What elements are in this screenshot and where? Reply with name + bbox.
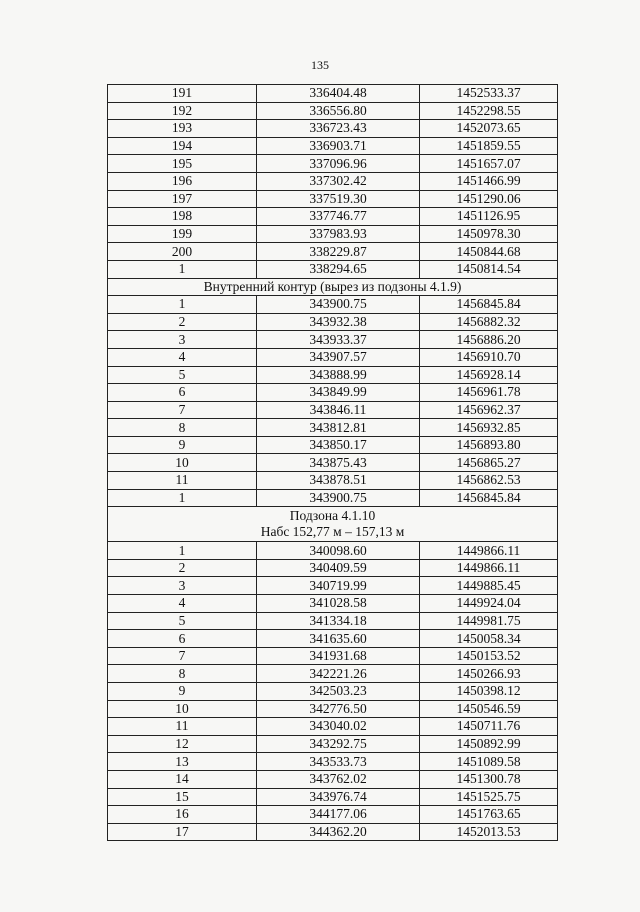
point-number-cell: 7 xyxy=(108,647,257,665)
point-number-cell: 7 xyxy=(108,401,257,419)
y-coordinate-cell: 1452298.55 xyxy=(420,102,558,120)
x-coordinate-cell: 336903.71 xyxy=(257,137,420,155)
point-number-cell: 10 xyxy=(108,454,257,472)
x-coordinate-cell: 343040.02 xyxy=(257,718,420,736)
coordinates-table-body xyxy=(108,85,558,841)
x-coordinate-cell: 337519.30 xyxy=(257,190,420,208)
section-header-line: Подзона 4.1.10 xyxy=(289,508,376,524)
section-header-line: Внутренний контур (вырез из подзоны 4.1.9) xyxy=(203,278,462,294)
y-coordinate-cell: 1452013.53 xyxy=(420,823,558,841)
table-row xyxy=(108,225,558,243)
point-number-cell: 1 xyxy=(108,296,257,314)
table-row xyxy=(108,542,558,560)
y-coordinate-cell: 1450398.12 xyxy=(420,683,558,701)
x-coordinate-cell: 342776.50 xyxy=(257,700,420,718)
coordinates-table xyxy=(107,84,558,841)
table-row xyxy=(108,85,558,103)
table-row xyxy=(108,595,558,613)
x-coordinate-cell: 337302.42 xyxy=(257,172,420,190)
point-number-cell: 1 xyxy=(108,260,257,278)
y-coordinate-cell: 1456882.32 xyxy=(420,313,558,331)
point-number-cell: 3 xyxy=(108,331,257,349)
y-coordinate-cell: 1450892.99 xyxy=(420,735,558,753)
point-number-cell: 15 xyxy=(108,788,257,806)
point-number-cell: 6 xyxy=(108,630,257,648)
point-number-cell: 14 xyxy=(108,770,257,788)
x-coordinate-cell: 342503.23 xyxy=(257,683,420,701)
table-row xyxy=(108,384,558,402)
table-row xyxy=(108,366,558,384)
y-coordinate-cell: 1451126.95 xyxy=(420,208,558,226)
x-coordinate-cell: 336556.80 xyxy=(257,102,420,120)
x-coordinate-cell: 343878.51 xyxy=(257,472,420,490)
point-number-cell: 16 xyxy=(108,806,257,824)
point-number-cell: 8 xyxy=(108,419,257,437)
table-row xyxy=(108,630,558,648)
x-coordinate-cell: 341028.58 xyxy=(257,595,420,613)
y-coordinate-cell: 1451290.06 xyxy=(420,190,558,208)
point-number-cell: 9 xyxy=(108,436,257,454)
x-coordinate-cell: 343846.11 xyxy=(257,401,420,419)
y-coordinate-cell: 1451657.07 xyxy=(420,155,558,173)
x-coordinate-cell: 341931.68 xyxy=(257,647,420,665)
x-coordinate-cell: 343849.99 xyxy=(257,384,420,402)
point-number-cell: 13 xyxy=(108,753,257,771)
section-header-row xyxy=(108,507,558,542)
y-coordinate-cell: 1451300.78 xyxy=(420,770,558,788)
y-coordinate-cell: 1450844.68 xyxy=(420,243,558,261)
table-row xyxy=(108,753,558,771)
x-coordinate-cell: 341334.18 xyxy=(257,612,420,630)
y-coordinate-cell: 1456961.78 xyxy=(420,384,558,402)
point-number-cell: 5 xyxy=(108,366,257,384)
y-coordinate-cell: 1450711.76 xyxy=(420,718,558,736)
x-coordinate-cell: 343933.37 xyxy=(257,331,420,349)
table-row xyxy=(108,700,558,718)
table-row xyxy=(108,331,558,349)
x-coordinate-cell: 343292.75 xyxy=(257,735,420,753)
point-number-cell: 200 xyxy=(108,243,257,261)
point-number-cell: 191 xyxy=(108,85,257,103)
table-row xyxy=(108,172,558,190)
table-row xyxy=(108,401,558,419)
x-coordinate-cell: 341635.60 xyxy=(257,630,420,648)
page-number: 135 xyxy=(311,58,329,72)
x-coordinate-cell: 340719.99 xyxy=(257,577,420,595)
x-coordinate-cell: 337096.96 xyxy=(257,155,420,173)
y-coordinate-cell: 1449981.75 xyxy=(420,612,558,630)
y-coordinate-cell: 1450546.59 xyxy=(420,700,558,718)
y-coordinate-cell: 1456928.14 xyxy=(420,366,558,384)
y-coordinate-cell: 1452533.37 xyxy=(420,85,558,103)
y-coordinate-cell: 1456932.85 xyxy=(420,419,558,437)
y-coordinate-cell: 1451859.55 xyxy=(420,137,558,155)
table-row xyxy=(108,472,558,490)
point-number-cell: 4 xyxy=(108,348,257,366)
y-coordinate-cell: 1451763.65 xyxy=(420,806,558,824)
point-number-cell: 4 xyxy=(108,595,257,613)
x-coordinate-cell: 344177.06 xyxy=(257,806,420,824)
section-header-line: Набс 152,77 м – 157,13 м xyxy=(260,524,405,540)
table-row xyxy=(108,788,558,806)
x-coordinate-cell: 343907.57 xyxy=(257,348,420,366)
table-row xyxy=(108,489,558,507)
x-coordinate-cell: 343875.43 xyxy=(257,454,420,472)
point-number-cell: 17 xyxy=(108,823,257,841)
y-coordinate-cell: 1450814.54 xyxy=(420,260,558,278)
x-coordinate-cell: 343850.17 xyxy=(257,436,420,454)
x-coordinate-cell: 343976.74 xyxy=(257,788,420,806)
y-coordinate-cell: 1452073.65 xyxy=(420,120,558,138)
table-row xyxy=(108,770,558,788)
x-coordinate-cell: 343812.81 xyxy=(257,419,420,437)
table-row xyxy=(108,577,558,595)
x-coordinate-cell: 344362.20 xyxy=(257,823,420,841)
point-number-cell: 197 xyxy=(108,190,257,208)
point-number-cell: 11 xyxy=(108,718,257,736)
point-number-cell: 5 xyxy=(108,612,257,630)
table-row xyxy=(108,823,558,841)
table-row xyxy=(108,137,558,155)
point-number-cell: 6 xyxy=(108,384,257,402)
table-row xyxy=(108,190,558,208)
y-coordinate-cell: 1456893.80 xyxy=(420,436,558,454)
y-coordinate-cell: 1449924.04 xyxy=(420,595,558,613)
point-number-cell: 3 xyxy=(108,577,257,595)
section-header-row xyxy=(108,278,558,296)
table-row xyxy=(108,313,558,331)
x-coordinate-cell: 340409.59 xyxy=(257,559,420,577)
point-number-cell: 1 xyxy=(108,489,257,507)
point-number-cell: 2 xyxy=(108,559,257,577)
point-number-cell: 2 xyxy=(108,313,257,331)
point-number-cell: 198 xyxy=(108,208,257,226)
point-number-cell: 12 xyxy=(108,735,257,753)
point-number-cell: 9 xyxy=(108,683,257,701)
point-number-cell: 10 xyxy=(108,700,257,718)
x-coordinate-cell: 340098.60 xyxy=(257,542,420,560)
table-row xyxy=(108,102,558,120)
x-coordinate-cell: 343888.99 xyxy=(257,366,420,384)
y-coordinate-cell: 1456962.37 xyxy=(420,401,558,419)
x-coordinate-cell: 343932.38 xyxy=(257,313,420,331)
point-number-cell: 194 xyxy=(108,137,257,155)
y-coordinate-cell: 1456865.27 xyxy=(420,454,558,472)
table-row xyxy=(108,120,558,138)
x-coordinate-cell: 343533.73 xyxy=(257,753,420,771)
x-coordinate-cell: 336723.43 xyxy=(257,120,420,138)
x-coordinate-cell: 337746.77 xyxy=(257,208,420,226)
y-coordinate-cell: 1450058.34 xyxy=(420,630,558,648)
table-row xyxy=(108,665,558,683)
x-coordinate-cell: 337983.93 xyxy=(257,225,420,243)
x-coordinate-cell: 338294.65 xyxy=(257,260,420,278)
table-row xyxy=(108,348,558,366)
point-number-cell: 196 xyxy=(108,172,257,190)
x-coordinate-cell: 343900.75 xyxy=(257,489,420,507)
y-coordinate-cell: 1449866.11 xyxy=(420,542,558,560)
y-coordinate-cell: 1456845.84 xyxy=(420,489,558,507)
table-row xyxy=(108,735,558,753)
y-coordinate-cell: 1451466.99 xyxy=(420,172,558,190)
y-coordinate-cell: 1456845.84 xyxy=(420,296,558,314)
table-row xyxy=(108,208,558,226)
point-number-cell: 192 xyxy=(108,102,257,120)
y-coordinate-cell: 1451525.75 xyxy=(420,788,558,806)
x-coordinate-cell: 336404.48 xyxy=(257,85,420,103)
y-coordinate-cell: 1456886.20 xyxy=(420,331,558,349)
y-coordinate-cell: 1450266.93 xyxy=(420,665,558,683)
point-number-cell: 11 xyxy=(108,472,257,490)
x-coordinate-cell: 343900.75 xyxy=(257,296,420,314)
table-row xyxy=(108,559,558,577)
x-coordinate-cell: 338229.87 xyxy=(257,243,420,261)
point-number-cell: 8 xyxy=(108,665,257,683)
table-row xyxy=(108,718,558,736)
table-row xyxy=(108,155,558,173)
table-row xyxy=(108,454,558,472)
point-number-cell: 195 xyxy=(108,155,257,173)
table-row xyxy=(108,260,558,278)
point-number-cell: 193 xyxy=(108,120,257,138)
point-number-cell: 1 xyxy=(108,542,257,560)
y-coordinate-cell: 1449885.45 xyxy=(420,577,558,595)
x-coordinate-cell: 343762.02 xyxy=(257,770,420,788)
y-coordinate-cell: 1456910.70 xyxy=(420,348,558,366)
table-row xyxy=(108,683,558,701)
section-header xyxy=(108,278,558,296)
y-coordinate-cell: 1451089.58 xyxy=(420,753,558,771)
table-row xyxy=(108,612,558,630)
table-row xyxy=(108,806,558,824)
y-coordinate-cell: 1450153.52 xyxy=(420,647,558,665)
y-coordinate-cell: 1450978.30 xyxy=(420,225,558,243)
x-coordinate-cell: 342221.26 xyxy=(257,665,420,683)
section-header xyxy=(108,507,558,542)
table-row xyxy=(108,436,558,454)
y-coordinate-cell: 1456862.53 xyxy=(420,472,558,490)
table-row xyxy=(108,419,558,437)
point-number-cell: 199 xyxy=(108,225,257,243)
table-row xyxy=(108,647,558,665)
table-row xyxy=(108,296,558,314)
y-coordinate-cell: 1449866.11 xyxy=(420,559,558,577)
table-row xyxy=(108,243,558,261)
